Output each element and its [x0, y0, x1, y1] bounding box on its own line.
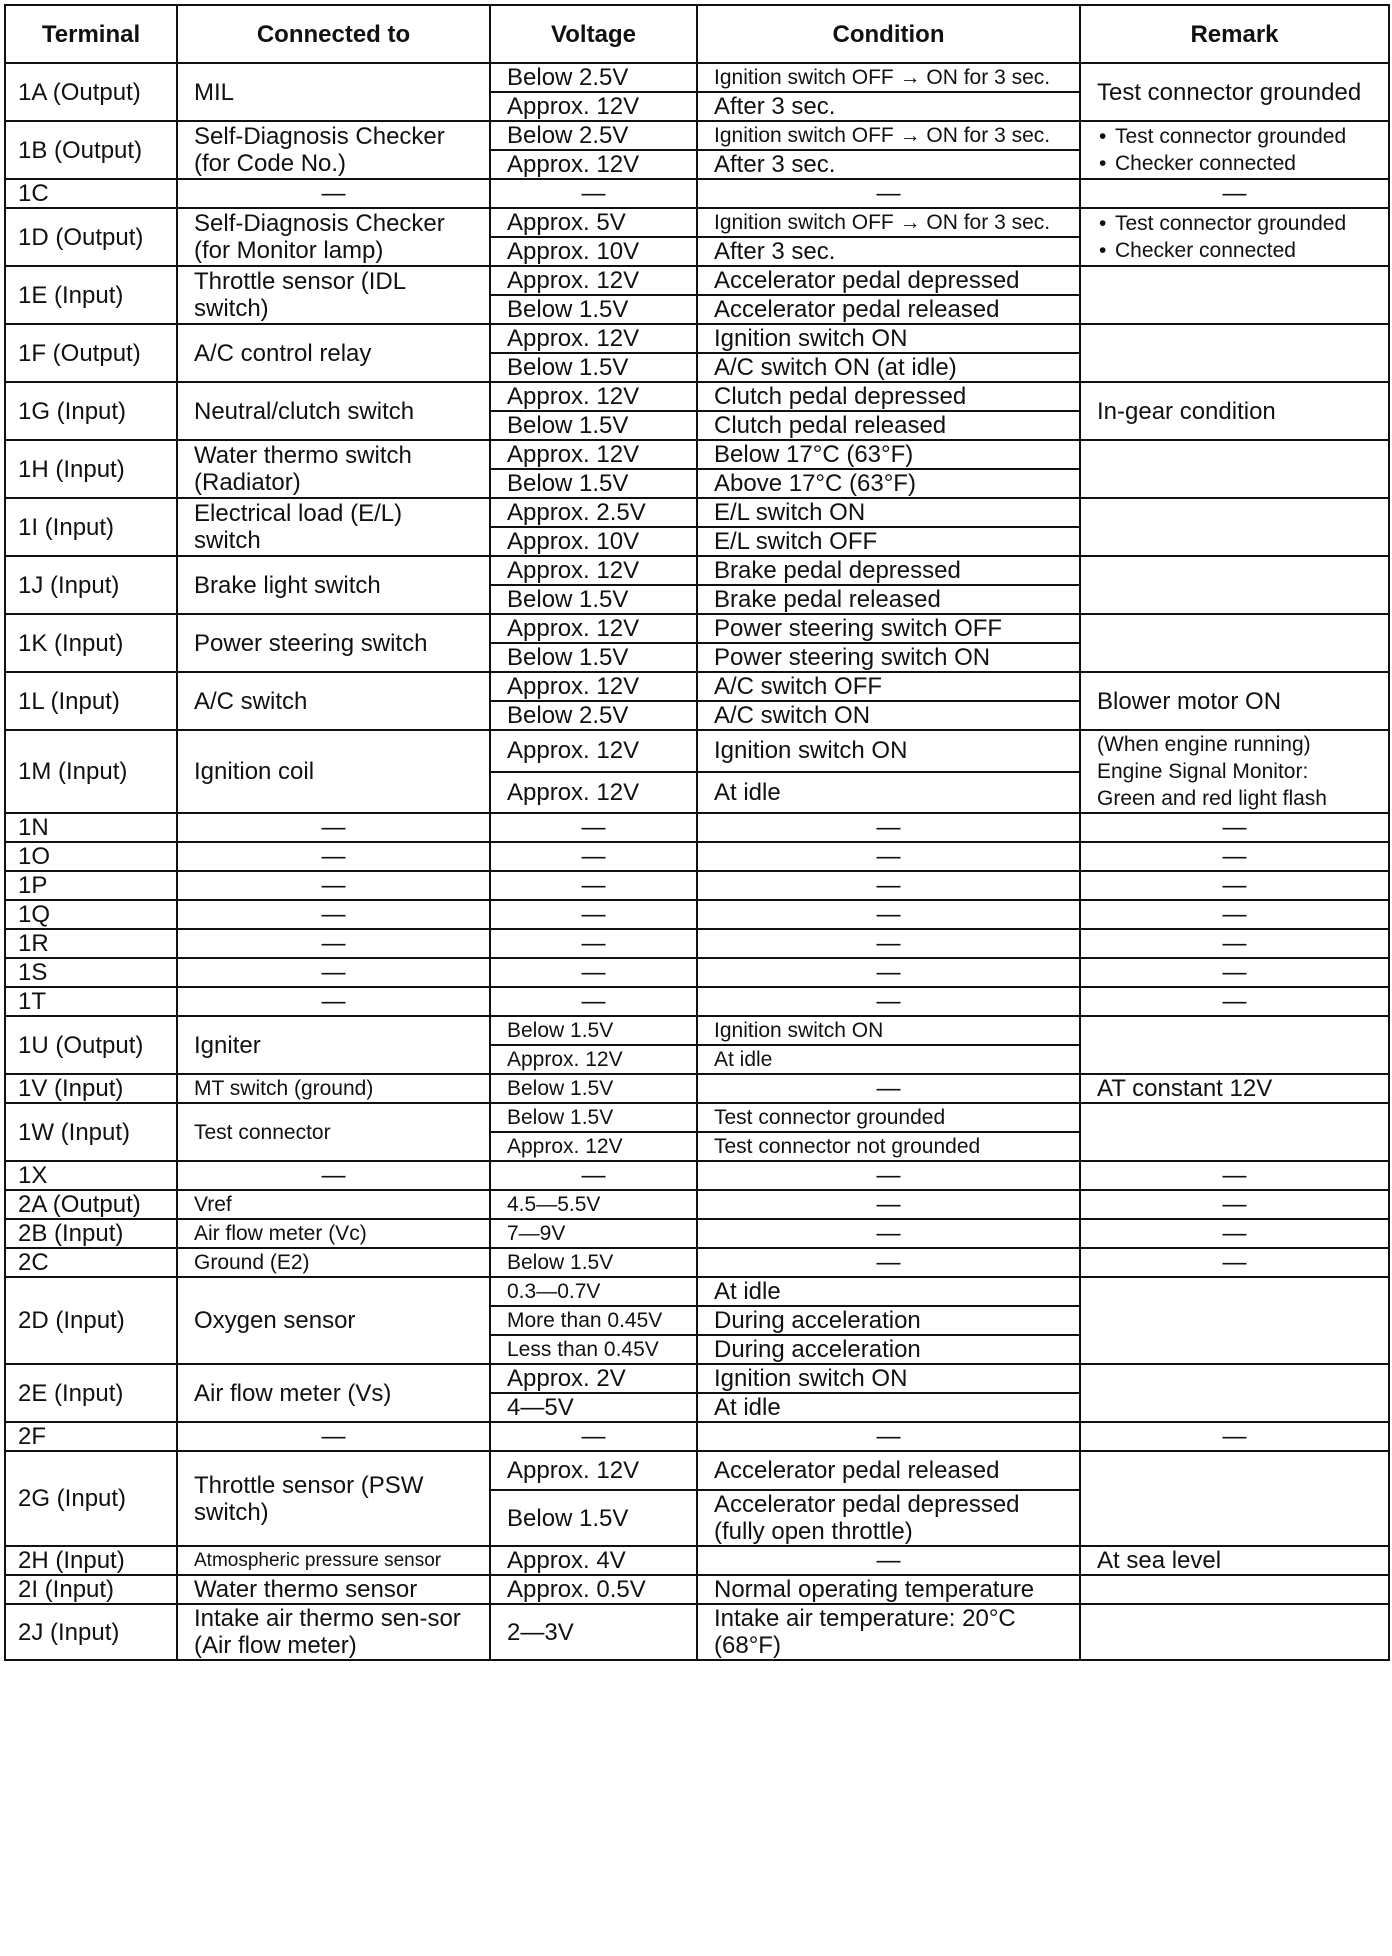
terminal-cell: 2E (Input)	[5, 1364, 177, 1422]
condition-cell: Ignition switch ON	[697, 1364, 1080, 1393]
terminal-cell: 2J (Input)	[5, 1604, 177, 1660]
terminal-cell: 1U (Output)	[5, 1016, 177, 1074]
table-row	[5, 208, 1389, 237]
condition-cell: A/C switch OFF	[697, 672, 1080, 701]
connected-to-cell: —	[177, 871, 490, 900]
table-row	[5, 179, 1389, 208]
voltage-cell: Below 1.5V	[490, 469, 697, 498]
voltage-cell: 4.5—5.5V	[490, 1190, 697, 1219]
voltage-cell: Below 2.5V	[490, 63, 697, 92]
remark-cell: AT constant 12V	[1080, 1074, 1389, 1103]
voltage-cell: Approx. 12V	[490, 772, 697, 814]
connected-to-cell: —	[177, 1422, 490, 1451]
connected-to-cell: Ignition coil	[177, 730, 490, 813]
table-body	[5, 63, 1389, 1660]
condition-cell: During acceleration	[697, 1335, 1080, 1364]
table-row	[5, 1277, 1389, 1306]
table-row	[5, 266, 1389, 295]
voltage-cell: Below 1.5V	[490, 585, 697, 614]
remark-cell	[1080, 1103, 1389, 1161]
condition-cell: —	[697, 987, 1080, 1016]
voltage-cell: Below 2.5V	[490, 121, 697, 150]
voltage-cell: Approx. 12V	[490, 266, 697, 295]
condition-cell: Test connector not grounded	[697, 1132, 1080, 1161]
table-row	[5, 121, 1389, 150]
condition-cell: —	[697, 871, 1080, 900]
remark-cell: —	[1080, 1219, 1389, 1248]
voltage-cell: Approx. 12V	[490, 92, 697, 121]
remark-item: • Checker connected	[1097, 150, 1372, 177]
voltage-cell: Approx. 12V	[490, 672, 697, 701]
table-row	[5, 987, 1389, 1016]
condition-cell: Above 17°C (63°F)	[697, 469, 1080, 498]
condition-cell: Accelerator pedal depressed	[697, 266, 1080, 295]
remark-cell: —	[1080, 871, 1389, 900]
connected-to-cell: —	[177, 987, 490, 1016]
voltage-cell: Approx. 10V	[490, 527, 697, 556]
remark-cell: —	[1080, 179, 1389, 208]
terminal-cell: 2C	[5, 1248, 177, 1277]
connected-to-cell: —	[177, 929, 490, 958]
condition-cell: Accelerator pedal depressed (fully open throttle)	[697, 1490, 1080, 1546]
voltage-cell: —	[490, 929, 697, 958]
remark-cell	[1080, 1277, 1389, 1364]
terminal-cell: 1B (Output)	[5, 121, 177, 179]
condition-cell: Clutch pedal depressed	[697, 382, 1080, 411]
connected-to-cell: MT switch (ground)	[177, 1074, 490, 1103]
condition-cell: —	[697, 1161, 1080, 1190]
terminal-cell: 1A (Output)	[5, 63, 177, 121]
connected-to-cell: —	[177, 1161, 490, 1190]
voltage-cell: Approx. 2.5V	[490, 498, 697, 527]
connected-to-cell: MIL	[177, 63, 490, 121]
voltage-cell: Below 1.5V	[490, 295, 697, 324]
voltage-cell: —	[490, 987, 697, 1016]
terminal-cell: 1D (Output)	[5, 208, 177, 266]
condition-cell: Ignition switch OFF → ON for 3 sec.	[697, 63, 1080, 92]
voltage-cell: Approx. 0.5V	[490, 1575, 697, 1604]
terminal-voltage-document	[4, 4, 1388, 1661]
voltage-cell: Approx. 4V	[490, 1546, 697, 1575]
condition-cell: —	[697, 179, 1080, 208]
table-row	[5, 672, 1389, 701]
condition-cell: Clutch pedal released	[697, 411, 1080, 440]
voltage-cell: Below 1.5V	[490, 1490, 697, 1546]
terminal-cell: 2I (Input)	[5, 1575, 177, 1604]
voltage-cell: Below 1.5V	[490, 1103, 697, 1132]
remark-cell: —	[1080, 1161, 1389, 1190]
terminal-cell: 1H (Input)	[5, 440, 177, 498]
voltage-cell: Approx. 12V	[490, 440, 697, 469]
voltage-cell: Approx. 12V	[490, 1451, 697, 1490]
terminal-cell: 2D (Input)	[5, 1277, 177, 1364]
voltage-cell: —	[490, 842, 697, 871]
remark-cell: In-gear condition	[1080, 382, 1389, 440]
voltage-cell: Less than 0.45V	[490, 1335, 697, 1364]
terminal-cell: 1S	[5, 958, 177, 987]
condition-cell: Normal operating temperature	[697, 1575, 1080, 1604]
condition-cell: Test connector grounded	[697, 1103, 1080, 1132]
terminal-cell: 1X	[5, 1161, 177, 1190]
voltage-cell: 4—5V	[490, 1393, 697, 1422]
connected-to-cell: Water thermo sensor	[177, 1575, 490, 1604]
condition-cell: After 3 sec.	[697, 150, 1080, 179]
terminal-cell: 2A (Output)	[5, 1190, 177, 1219]
remark-cell	[1080, 498, 1389, 556]
remark-cell: —	[1080, 1248, 1389, 1277]
voltage-cell: Approx. 12V	[490, 1132, 697, 1161]
remark-cell: Test connector grounded	[1080, 63, 1389, 121]
table-row	[5, 324, 1389, 353]
connected-to-cell: Electrical load (E/L) switch	[177, 498, 490, 556]
remark-cell: (When engine running) Engine Signal Monitor: Green and red light flash	[1080, 730, 1389, 813]
voltage-cell: —	[490, 900, 697, 929]
remark-cell: At sea level	[1080, 1546, 1389, 1575]
voltage-cell: Approx. 12V	[490, 1045, 697, 1074]
condition-cell: Ignition switch ON	[697, 1016, 1080, 1045]
condition-cell: Accelerator pedal released	[697, 295, 1080, 324]
condition-cell: —	[697, 958, 1080, 987]
table-row	[5, 813, 1389, 842]
terminal-cell: 1N	[5, 813, 177, 842]
condition-cell: —	[697, 1219, 1080, 1248]
table-row	[5, 958, 1389, 987]
terminal-cell: 2G (Input)	[5, 1451, 177, 1546]
remark-cell	[1080, 1016, 1389, 1074]
connected-to-cell: Oxygen sensor	[177, 1277, 490, 1364]
header-connected-to: Connected to	[177, 5, 490, 63]
terminal-cell: 1F (Output)	[5, 324, 177, 382]
table-row	[5, 556, 1389, 585]
connected-to-cell: Self-Diagnosis Checker (for Monitor lamp)	[177, 208, 490, 266]
terminal-cell: 1R	[5, 929, 177, 958]
remark-cell: —	[1080, 900, 1389, 929]
voltage-cell: Approx. 12V	[490, 150, 697, 179]
voltage-cell: More than 0.45V	[490, 1306, 697, 1335]
connected-to-cell: —	[177, 813, 490, 842]
condition-cell: A/C switch ON (at idle)	[697, 353, 1080, 382]
connected-to-cell: Throttle sensor (PSW switch)	[177, 1451, 490, 1546]
remark-item: • Test connector grounded	[1097, 210, 1372, 237]
remark-cell	[1080, 1604, 1389, 1660]
terminal-cell: 1J (Input)	[5, 556, 177, 614]
remark-cell: —	[1080, 1190, 1389, 1219]
connected-to-cell: Ground (E2)	[177, 1248, 490, 1277]
header-condition: Condition	[697, 5, 1080, 63]
remark-cell: —	[1080, 987, 1389, 1016]
table-row	[5, 929, 1389, 958]
voltage-cell: —	[490, 1422, 697, 1451]
remark-list	[1097, 210, 1372, 264]
table-row	[5, 382, 1389, 411]
condition-cell: At idle	[697, 1393, 1080, 1422]
condition-cell: —	[697, 1248, 1080, 1277]
remark-cell	[1080, 614, 1389, 672]
connected-to-cell: Self-Diagnosis Checker (for Code No.)	[177, 121, 490, 179]
condition-cell: Below 17°C (63°F)	[697, 440, 1080, 469]
remark-list	[1097, 123, 1372, 177]
connected-to-cell: Water thermo switch (Radiator)	[177, 440, 490, 498]
table-row	[5, 63, 1389, 92]
header-row	[5, 5, 1389, 63]
voltage-cell: Approx. 10V	[490, 237, 697, 266]
table-row	[5, 498, 1389, 527]
table-row	[5, 900, 1389, 929]
voltage-cell: —	[490, 958, 697, 987]
table-row	[5, 1422, 1389, 1451]
voltage-cell: —	[490, 871, 697, 900]
table-row	[5, 1604, 1389, 1660]
voltage-cell: Approx. 12V	[490, 730, 697, 772]
remark-cell: —	[1080, 1422, 1389, 1451]
table-row	[5, 871, 1389, 900]
connected-to-cell: Throttle sensor (IDL switch)	[177, 266, 490, 324]
table-row	[5, 1016, 1389, 1045]
connected-to-cell: Air flow meter (Vc)	[177, 1219, 490, 1248]
remark-cell	[1080, 556, 1389, 614]
terminal-cell: 1K (Input)	[5, 614, 177, 672]
remark-cell	[1080, 1364, 1389, 1422]
voltage-cell: Below 1.5V	[490, 1074, 697, 1103]
condition-cell: —	[697, 1190, 1080, 1219]
table-row	[5, 1103, 1389, 1132]
voltage-cell: 0.3—0.7V	[490, 1277, 697, 1306]
voltage-cell: —	[490, 179, 697, 208]
terminal-cell: 1P	[5, 871, 177, 900]
table-row	[5, 1546, 1389, 1575]
condition-cell: Intake air temperature: 20°C (68°F)	[697, 1604, 1080, 1660]
voltage-cell: Approx. 12V	[490, 614, 697, 643]
condition-cell: Ignition switch ON	[697, 324, 1080, 353]
remark-cell: Blower motor ON	[1080, 672, 1389, 730]
connected-to-cell: —	[177, 842, 490, 871]
remark-cell: —	[1080, 813, 1389, 842]
voltage-cell: Approx. 12V	[490, 382, 697, 411]
table-row	[5, 1219, 1389, 1248]
connected-to-cell: Vref	[177, 1190, 490, 1219]
condition-cell: Brake pedal depressed	[697, 556, 1080, 585]
condition-cell: —	[697, 1546, 1080, 1575]
terminal-cell: 1M (Input)	[5, 730, 177, 813]
terminal-cell: 1I (Input)	[5, 498, 177, 556]
remark-cell	[1080, 266, 1389, 324]
voltage-cell: Below 1.5V	[490, 1016, 697, 1045]
header-remark: Remark	[1080, 5, 1389, 63]
terminal-cell: 2H (Input)	[5, 1546, 177, 1575]
voltage-cell: Below 1.5V	[490, 1248, 697, 1277]
condition-cell: —	[697, 813, 1080, 842]
table-row	[5, 730, 1389, 772]
remark-cell: —	[1080, 842, 1389, 871]
condition-cell: Ignition switch OFF → ON for 3 sec.	[697, 121, 1080, 150]
table-row	[5, 614, 1389, 643]
terminal-cell: 2F	[5, 1422, 177, 1451]
voltage-cell: Below 1.5V	[490, 353, 697, 382]
voltage-cell: Below 1.5V	[490, 643, 697, 672]
table-row	[5, 1190, 1389, 1219]
connected-to-cell: Air flow meter (Vs)	[177, 1364, 490, 1422]
table-row	[5, 440, 1389, 469]
terminal-cell: 2B (Input)	[5, 1219, 177, 1248]
condition-cell: —	[697, 1074, 1080, 1103]
table-row	[5, 1074, 1389, 1103]
remark-cell: —	[1080, 958, 1389, 987]
connected-to-cell: —	[177, 900, 490, 929]
terminal-cell: 1W (Input)	[5, 1103, 177, 1161]
connected-to-cell: Neutral/clutch switch	[177, 382, 490, 440]
condition-cell: A/C switch ON	[697, 701, 1080, 730]
condition-cell: —	[697, 929, 1080, 958]
condition-cell: —	[697, 900, 1080, 929]
voltage-cell: 2—3V	[490, 1604, 697, 1660]
connected-to-cell: —	[177, 958, 490, 987]
terminal-voltage-table	[4, 4, 1390, 1661]
condition-cell: Ignition switch ON	[697, 730, 1080, 772]
condition-cell: Accelerator pedal released	[697, 1451, 1080, 1490]
connected-to-cell: A/C switch	[177, 672, 490, 730]
header-voltage: Voltage	[490, 5, 697, 63]
terminal-cell: 1C	[5, 179, 177, 208]
remark-cell: —	[1080, 929, 1389, 958]
voltage-cell: Below 2.5V	[490, 701, 697, 730]
voltage-cell: Approx. 2V	[490, 1364, 697, 1393]
condition-cell: Ignition switch OFF → ON for 3 sec.	[697, 208, 1080, 237]
terminal-cell: 1V (Input)	[5, 1074, 177, 1103]
connected-to-cell: Brake light switch	[177, 556, 490, 614]
voltage-cell: —	[490, 813, 697, 842]
voltage-cell: —	[490, 1161, 697, 1190]
table-row	[5, 842, 1389, 871]
voltage-cell: Approx. 12V	[490, 556, 697, 585]
connected-to-cell: —	[177, 179, 490, 208]
connected-to-cell: Test connector	[177, 1103, 490, 1161]
remark-cell	[1080, 440, 1389, 498]
table-row	[5, 1364, 1389, 1393]
condition-cell: During acceleration	[697, 1306, 1080, 1335]
table-row	[5, 1248, 1389, 1277]
connected-to-cell: A/C control relay	[177, 324, 490, 382]
terminal-cell: 1Q	[5, 900, 177, 929]
terminal-cell: 1T	[5, 987, 177, 1016]
voltage-cell: Approx. 12V	[490, 324, 697, 353]
condition-cell: At idle	[697, 1045, 1080, 1074]
remark-cell	[1080, 324, 1389, 382]
remark-cell	[1080, 121, 1389, 179]
condition-cell: At idle	[697, 1277, 1080, 1306]
terminal-cell: 1E (Input)	[5, 266, 177, 324]
connected-to-cell: Atmospheric pressure sensor	[177, 1546, 490, 1575]
condition-cell: Brake pedal released	[697, 585, 1080, 614]
condition-cell: Power steering switch ON	[697, 643, 1080, 672]
remark-item: • Test connector grounded	[1097, 123, 1372, 150]
condition-cell: After 3 sec.	[697, 237, 1080, 266]
terminal-cell: 1L (Input)	[5, 672, 177, 730]
voltage-cell: 7—9V	[490, 1219, 697, 1248]
remark-item: • Checker connected	[1097, 237, 1372, 264]
remark-cell	[1080, 208, 1389, 266]
condition-cell: E/L switch ON	[697, 498, 1080, 527]
condition-cell: Power steering switch OFF	[697, 614, 1080, 643]
condition-cell: —	[697, 842, 1080, 871]
voltage-cell: Approx. 5V	[490, 208, 697, 237]
condition-cell: —	[697, 1422, 1080, 1451]
condition-cell: At idle	[697, 772, 1080, 814]
condition-cell: E/L switch OFF	[697, 527, 1080, 556]
connected-to-cell: Intake air thermo sen-sor (Air flow meter)	[177, 1604, 490, 1660]
terminal-cell: 1G (Input)	[5, 382, 177, 440]
table-row	[5, 1161, 1389, 1190]
table-row	[5, 1451, 1389, 1490]
table-row	[5, 1575, 1389, 1604]
connected-to-cell: Power steering switch	[177, 614, 490, 672]
voltage-cell: Below 1.5V	[490, 411, 697, 440]
terminal-cell: 1O	[5, 842, 177, 871]
condition-cell: After 3 sec.	[697, 92, 1080, 121]
header-terminal: Terminal	[5, 5, 177, 63]
remark-cell	[1080, 1575, 1389, 1604]
connected-to-cell: Igniter	[177, 1016, 490, 1074]
remark-cell	[1080, 1451, 1389, 1546]
